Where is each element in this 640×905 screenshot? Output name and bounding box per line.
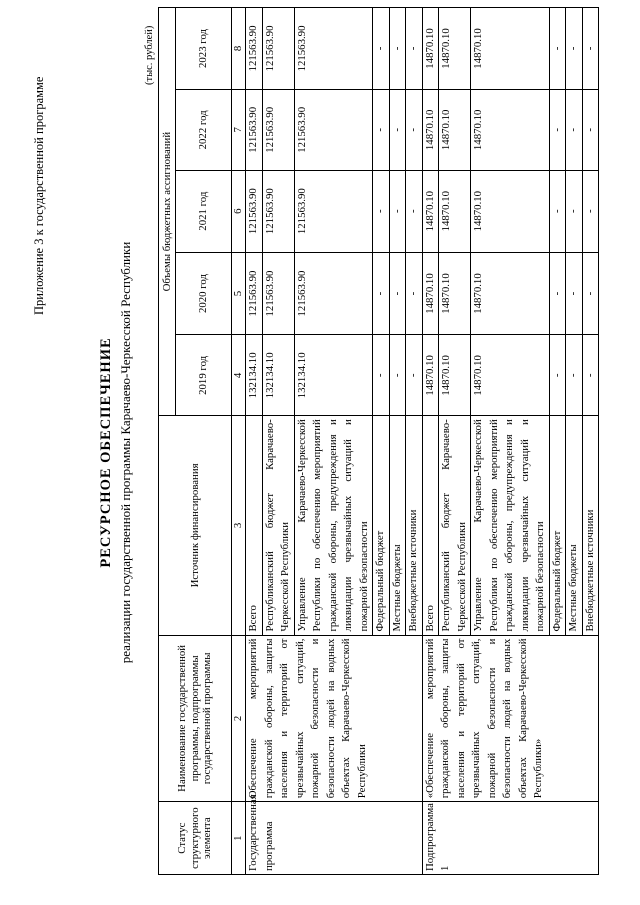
row-source: Внебюджетные источники [582, 416, 599, 635]
row-value: 14870.10 [471, 170, 550, 252]
row-value: - [582, 335, 599, 416]
row-value: - [389, 170, 406, 252]
row-value: 121563.90 [246, 89, 263, 170]
row-value: 14870.10 [471, 252, 550, 335]
header-year: 2022 год [176, 89, 232, 170]
row-source: Местные бюджеты [566, 416, 583, 635]
row-value: 14870.10 [439, 170, 471, 252]
row-source: Федеральный бюджет [549, 416, 566, 635]
row-source: Федеральный бюджет [373, 416, 390, 635]
row-source: Всего [246, 416, 263, 635]
row-value: 14870.10 [422, 170, 439, 252]
row-value: - [373, 8, 390, 90]
column-number: 5 [232, 252, 246, 335]
row-value: - [389, 252, 406, 335]
row-source: Местные бюджеты [389, 416, 406, 635]
column-number: 7 [232, 89, 246, 170]
row-value: 121563.90 [294, 8, 373, 90]
row-value: - [582, 89, 599, 170]
row-value: 132134.10 [294, 335, 373, 416]
row-value: 121563.90 [294, 170, 373, 252]
row-value: 14870.10 [471, 335, 550, 416]
row-value: 121563.90 [246, 8, 263, 90]
row-value: - [549, 8, 566, 90]
row-source: Управление Карачаево-Черкесской Республики по обеспечению мероприятий гражданской обороны, предупреждения и ликвидации чрезвычайных ситуаций и пожарной безопасности [471, 416, 550, 635]
row-value: 14870.10 [471, 89, 550, 170]
row-value: 14870.10 [422, 89, 439, 170]
row-value: - [406, 252, 423, 335]
row-value: - [566, 170, 583, 252]
row-value: 121563.90 [262, 89, 294, 170]
unit-note: (тыс. рублей) [144, 25, 155, 85]
document-title: РЕСУРСНОЕ ОБЕСПЕЧЕНИЕ [98, 337, 114, 568]
row-value: - [389, 8, 406, 90]
column-number: 1 [232, 802, 246, 875]
row-status: Подпрограмма 1 [422, 802, 599, 875]
row-value: - [549, 170, 566, 252]
header-year: 2023 год [176, 8, 232, 90]
header-volumes: Объемы бюджетных ассигнований [159, 8, 176, 416]
column-number: 3 [232, 416, 246, 635]
row-value: - [549, 252, 566, 335]
document-subtitle: реализации государственной программы Карачаево-Черкесской Республики [118, 241, 133, 664]
header-year: 2020 год [176, 252, 232, 335]
header-status: Статус структурного элемента [159, 802, 232, 875]
row-value: 121563.90 [294, 252, 373, 335]
header-name: Наименование государственной программы, подпрограммы государственной программы [159, 635, 232, 802]
row-value: - [373, 89, 390, 170]
row-value: - [406, 335, 423, 416]
row-value: - [406, 8, 423, 90]
row-value: 14870.10 [471, 8, 550, 90]
row-value: 14870.10 [422, 8, 439, 90]
row-value: - [566, 252, 583, 335]
row-value: - [582, 170, 599, 252]
row-value: 121563.90 [246, 252, 263, 335]
row-status: Государственная программа [246, 802, 423, 875]
row-value: 132134.10 [246, 335, 263, 416]
header-source: Источник финансирования [159, 416, 232, 635]
row-value: - [582, 8, 599, 90]
header-year: 2021 год [176, 170, 232, 252]
row-value: 14870.10 [439, 89, 471, 170]
resource-table [158, 7, 599, 875]
row-value: - [566, 335, 583, 416]
row-source: Республиканский бюджет Карачаево-Черкесской Республики [439, 416, 471, 635]
row-value: 14870.10 [422, 335, 439, 416]
row-value: 14870.10 [439, 335, 471, 416]
row-program-name: «Обеспечение мероприятий гражданской обороны, защиты населения и территорий от чрезвычайных ситуаций, пожарной безопасности и безопасности людей на водных объектах Карачаево-Черкесской Республики» [422, 635, 599, 802]
row-value: - [373, 335, 390, 416]
row-source: Всего [422, 416, 439, 635]
header-year: 2019 год [176, 335, 232, 416]
row-value: - [549, 335, 566, 416]
row-source: Управление Карачаево-Черкесской Республики по обеспечению мероприятий гражданской обороны, предупреждения и ликвидации чрезвычайных ситуаций и пожарной безопасности [294, 416, 373, 635]
column-number: 2 [232, 635, 246, 802]
row-value: 121563.90 [262, 170, 294, 252]
row-value: - [373, 170, 390, 252]
table-row [422, 8, 439, 875]
row-value: 14870.10 [439, 8, 471, 90]
appendix-note: Приложение 3 к государственной программе [32, 76, 46, 315]
row-value: 14870.10 [422, 252, 439, 335]
row-value: - [549, 89, 566, 170]
row-value: - [582, 252, 599, 335]
table-row [246, 8, 263, 875]
row-value: - [373, 252, 390, 335]
row-program-name: Обеспечение мероприятий гражданской обороны, защиты населения и территорий от чрезвычайных ситуаций, пожарной безопасности и безопасности людей на водных объектах Карачаево-Черкесской Республики [246, 635, 423, 802]
row-value: - [566, 89, 583, 170]
row-value: 121563.90 [262, 252, 294, 335]
row-value: 132134.10 [262, 335, 294, 416]
column-number: 6 [232, 170, 246, 252]
row-value: 121563.90 [246, 170, 263, 252]
row-value: - [406, 89, 423, 170]
row-value: - [406, 170, 423, 252]
column-number: 8 [232, 8, 246, 90]
row-value: 121563.90 [294, 89, 373, 170]
row-value: - [389, 335, 406, 416]
row-value: 14870.10 [439, 252, 471, 335]
row-value: - [566, 8, 583, 90]
row-value: 121563.90 [262, 8, 294, 90]
row-source: Внебюджетные источники [406, 416, 423, 635]
row-value: - [389, 89, 406, 170]
row-source: Республиканский бюджет Карачаево-Черкесской Республики [262, 416, 294, 635]
column-number: 4 [232, 335, 246, 416]
